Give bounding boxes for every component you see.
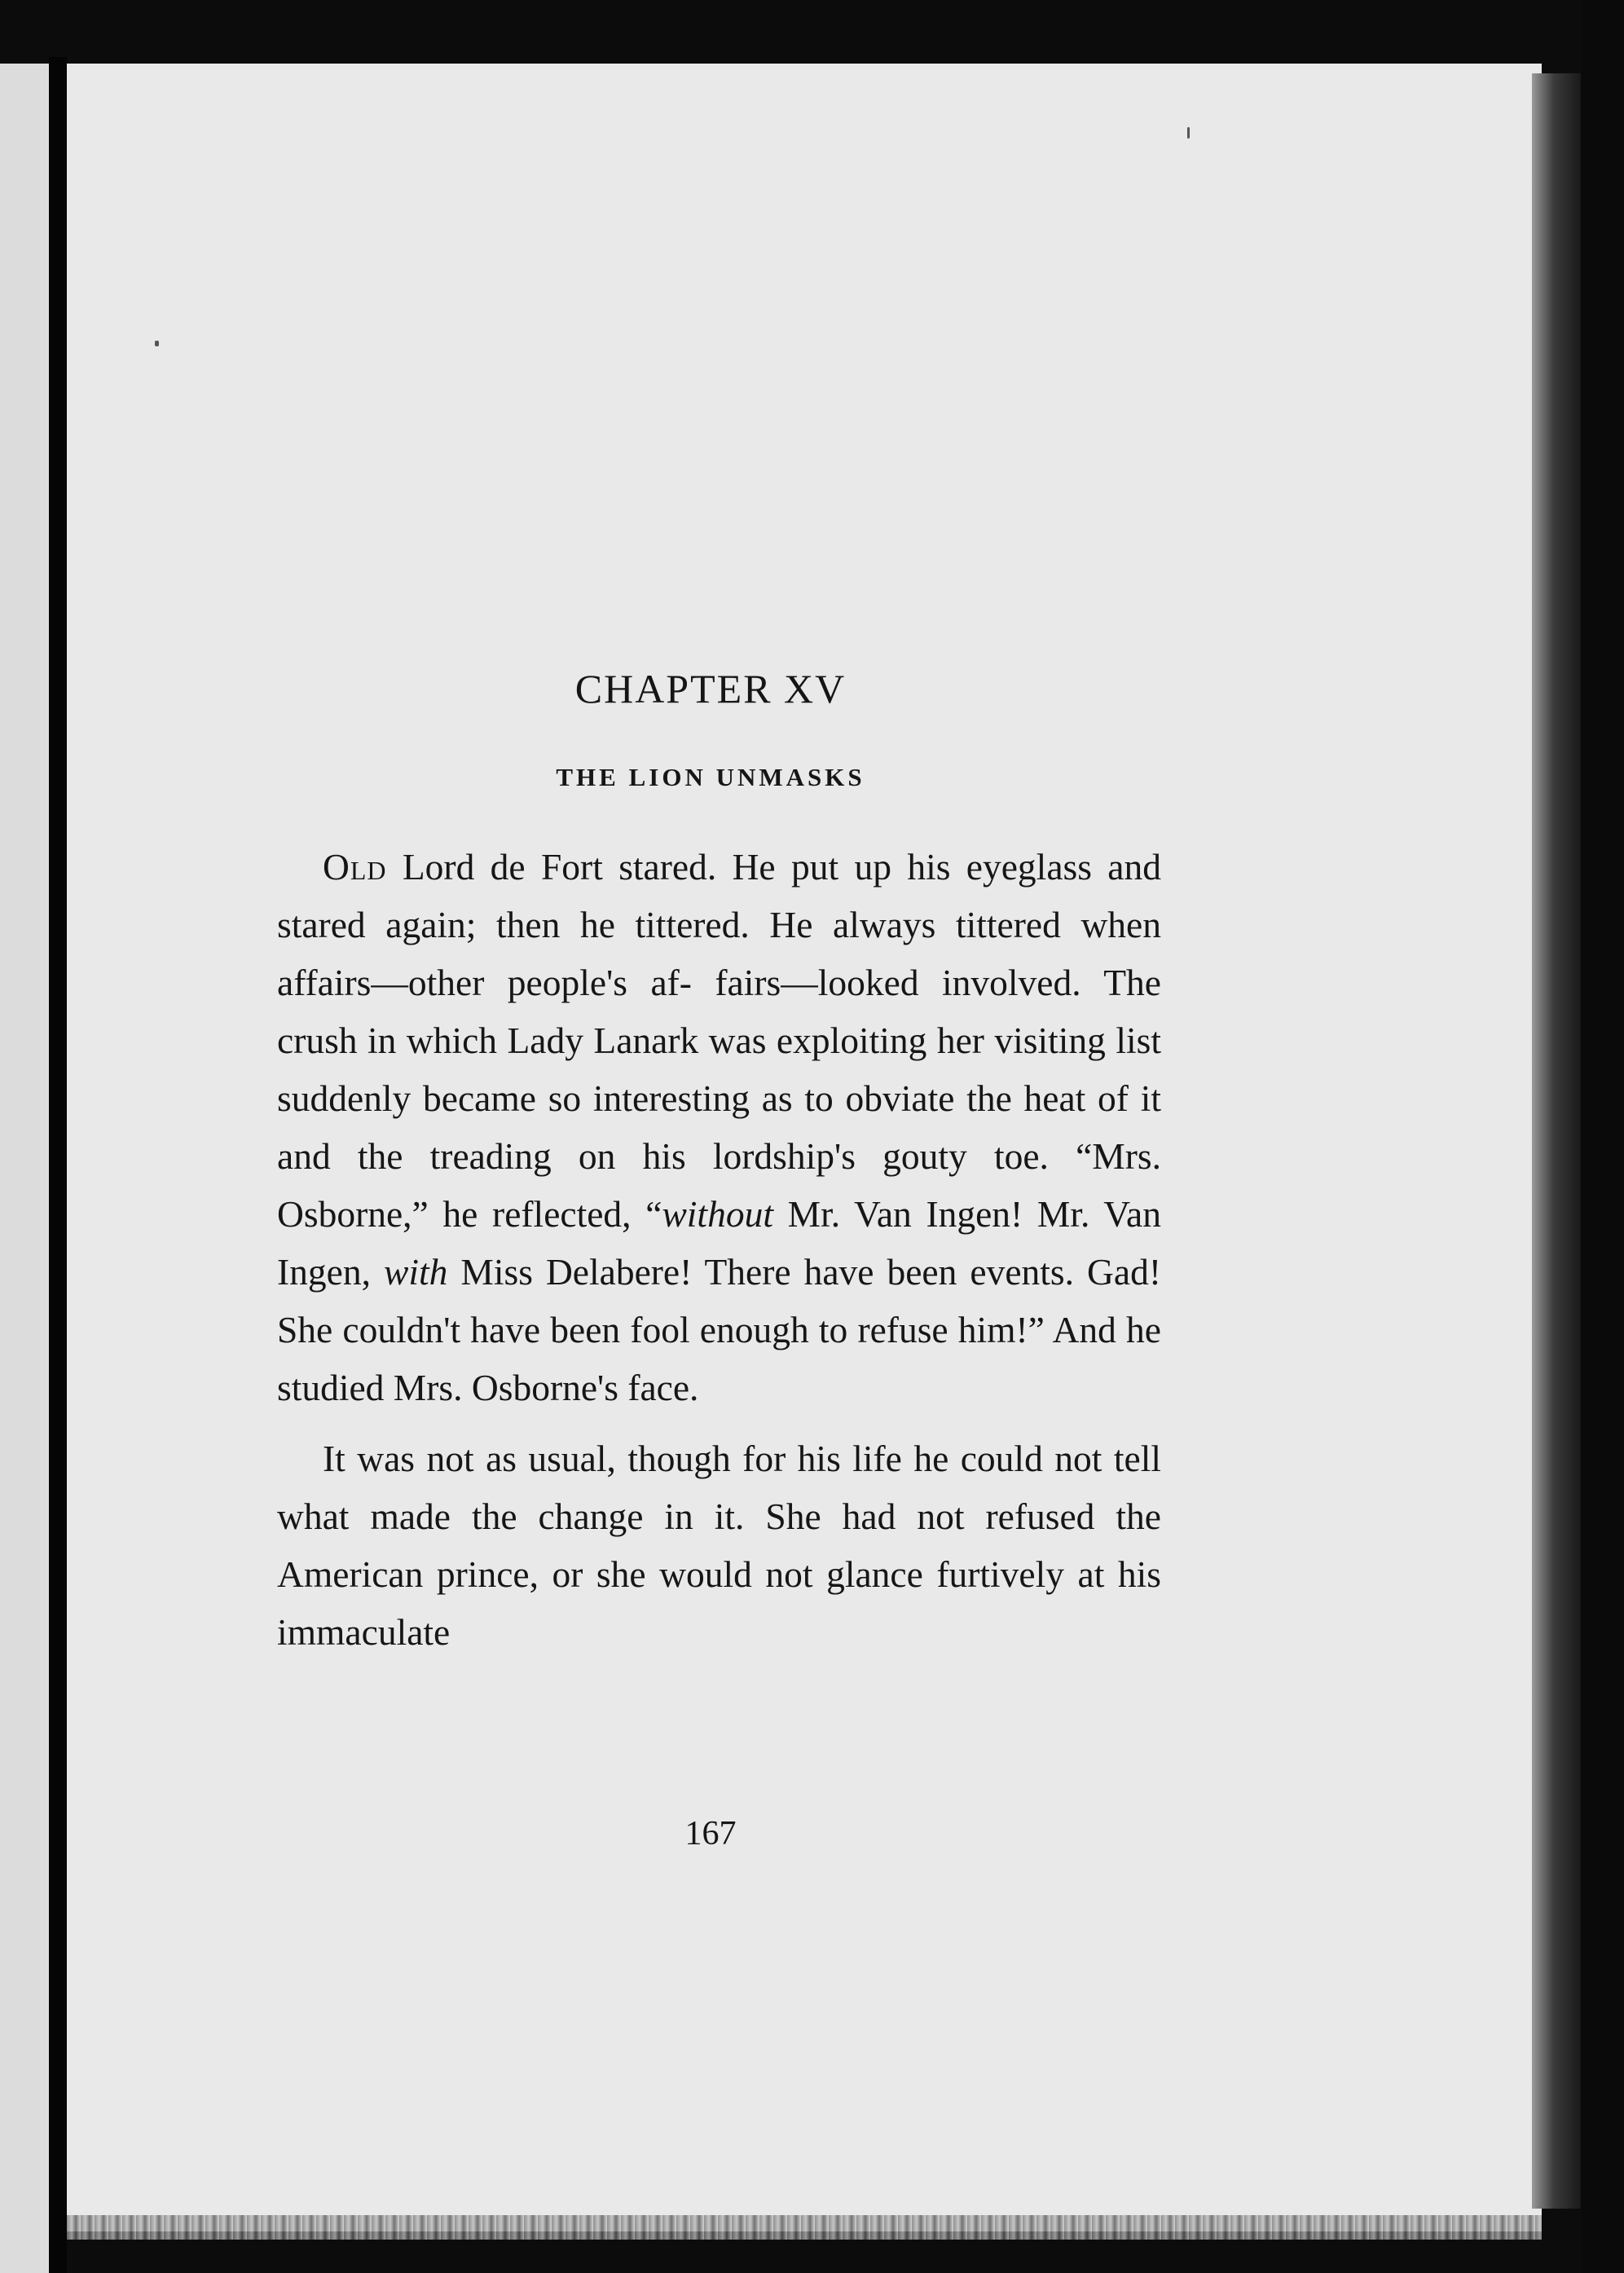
scan-border [1581,0,1624,2273]
paragraph-2 [277,1429,1161,1661]
body-text [277,838,1161,1661]
previous-page-edge [0,64,49,2273]
page-number: 167 [684,1815,737,1852]
book-gutter [49,57,67,2273]
text-segment-italic: without [662,1193,773,1235]
page-binding-edge [1532,73,1581,2209]
chapter-subtitle: THE LION UNMASKS [556,763,865,791]
text-segment: It was not as usual, though for his life he could not tell what made the change in it. She had not refused the American prince, or she would not glance furtively at his immaculate [277,1438,1161,1653]
chapter-title: CHAPTER XV [574,666,847,711]
page-speck [155,341,159,346]
page-bottom-edge [67,2215,1542,2240]
text-segment-italic: with [384,1251,448,1293]
text-segment: Mr. Van Ingen! Mr. Van Ingen, [277,1193,1161,1293]
paragraph-lead: Old [323,846,387,888]
page-speck [1187,127,1190,139]
book-page [67,64,1542,2231]
paragraph-1 [277,838,1161,1416]
text-segment: Lord de Fort stared. He put up his eyeglass and stared again; then he tittered. He always tittered when affairs—other people's af- fairs—looked involved. The crush in which Lady Lanark was exploiting her visiting list suddenly became so interesting as to obviate the heat of it and the treading on his lordship's gouty toe. “Mrs. Osborne,” he reflected, “ [277,846,1161,1235]
text-segment: Miss Delabere! There have been events. Gad! She couldn't have been fool enough to refuse him!” And he studied Mrs. Osborne's face. [277,1251,1161,1408]
